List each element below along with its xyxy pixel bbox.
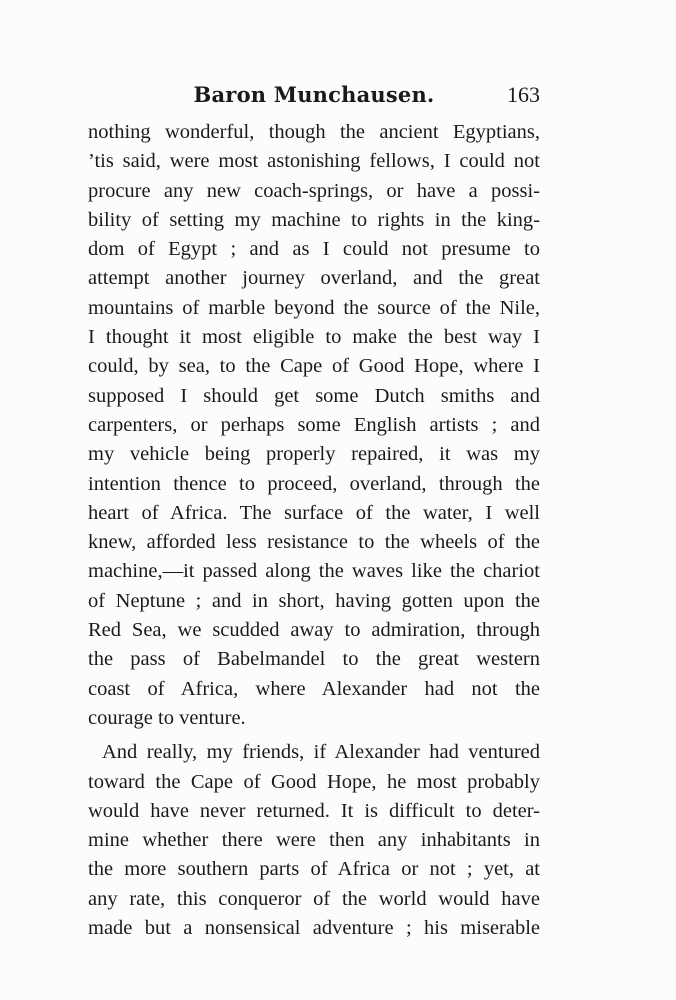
running-head [88,80,540,114]
paragraph-2 [88,738,540,943]
text-line: courage to venture. [88,706,246,729]
text-line: bility of setting my machine to rights in the king- [88,208,540,231]
paragraph-1 [88,118,540,733]
text-line: any rate, this conqueror of the world would have [88,887,540,910]
text-line: could, by sea, to the Cape of Good Hope, where I [88,355,540,378]
text-line: intention thence to proceed, overland, through the [88,472,540,495]
text-line: machine,—it passed along the waves like the chariot [88,560,540,583]
text-line: mountains of marble beyond the source of the Nile, [88,296,540,319]
text-line: the more southern parts of Africa or not ; yet, at [88,858,540,881]
text-line: toward the Cape of Good Hope, he most probably [88,770,540,793]
text-line: And really, my friends, if Alexander had ventured [102,741,540,764]
text-line: coast of Africa, where Alexander had not the [88,677,540,700]
text-line: nothing wonderful, though the ancient Egyptians, [88,121,540,143]
text-line: the pass of Babelmandel to the great western [88,648,540,671]
running-title: Baron Munchausen. [193,82,435,107]
text-line: I thought it most eligible to make the best way I [88,326,540,349]
text-line: would have never returned. It is difficult to deter- [88,799,540,822]
text-line: ’tis said, were most astonishing fellows, I could not [88,150,540,173]
text-line: my vehicle being properly repaired, it was my [88,443,540,466]
text-line: procure any new coach-springs, or have a possi- [88,179,540,202]
page-number: 163 [507,82,540,107]
text-line: supposed I should get some Dutch smiths and [88,384,540,407]
text-line: attempt another journey overland, and the great [88,267,540,290]
text-line: of Neptune ; and in short, having gotten upon the [88,589,540,612]
body-text [88,118,540,948]
text-line: heart of Africa. The surface of the water, I well [88,501,540,524]
text-line: mine whether there were then any inhabitants in [88,829,540,852]
text-line: dom of Egypt ; and as I could not presume to [88,238,540,261]
text-line: made but a nonsensical adventure ; his miserable [88,917,540,940]
text-line: knew, afforded less resistance to the wheels of the [88,531,540,554]
text-line: Red Sea, we scudded away to admiration, through [88,619,540,642]
text-line: carpenters, or perhaps some English artists ; and [88,413,540,436]
